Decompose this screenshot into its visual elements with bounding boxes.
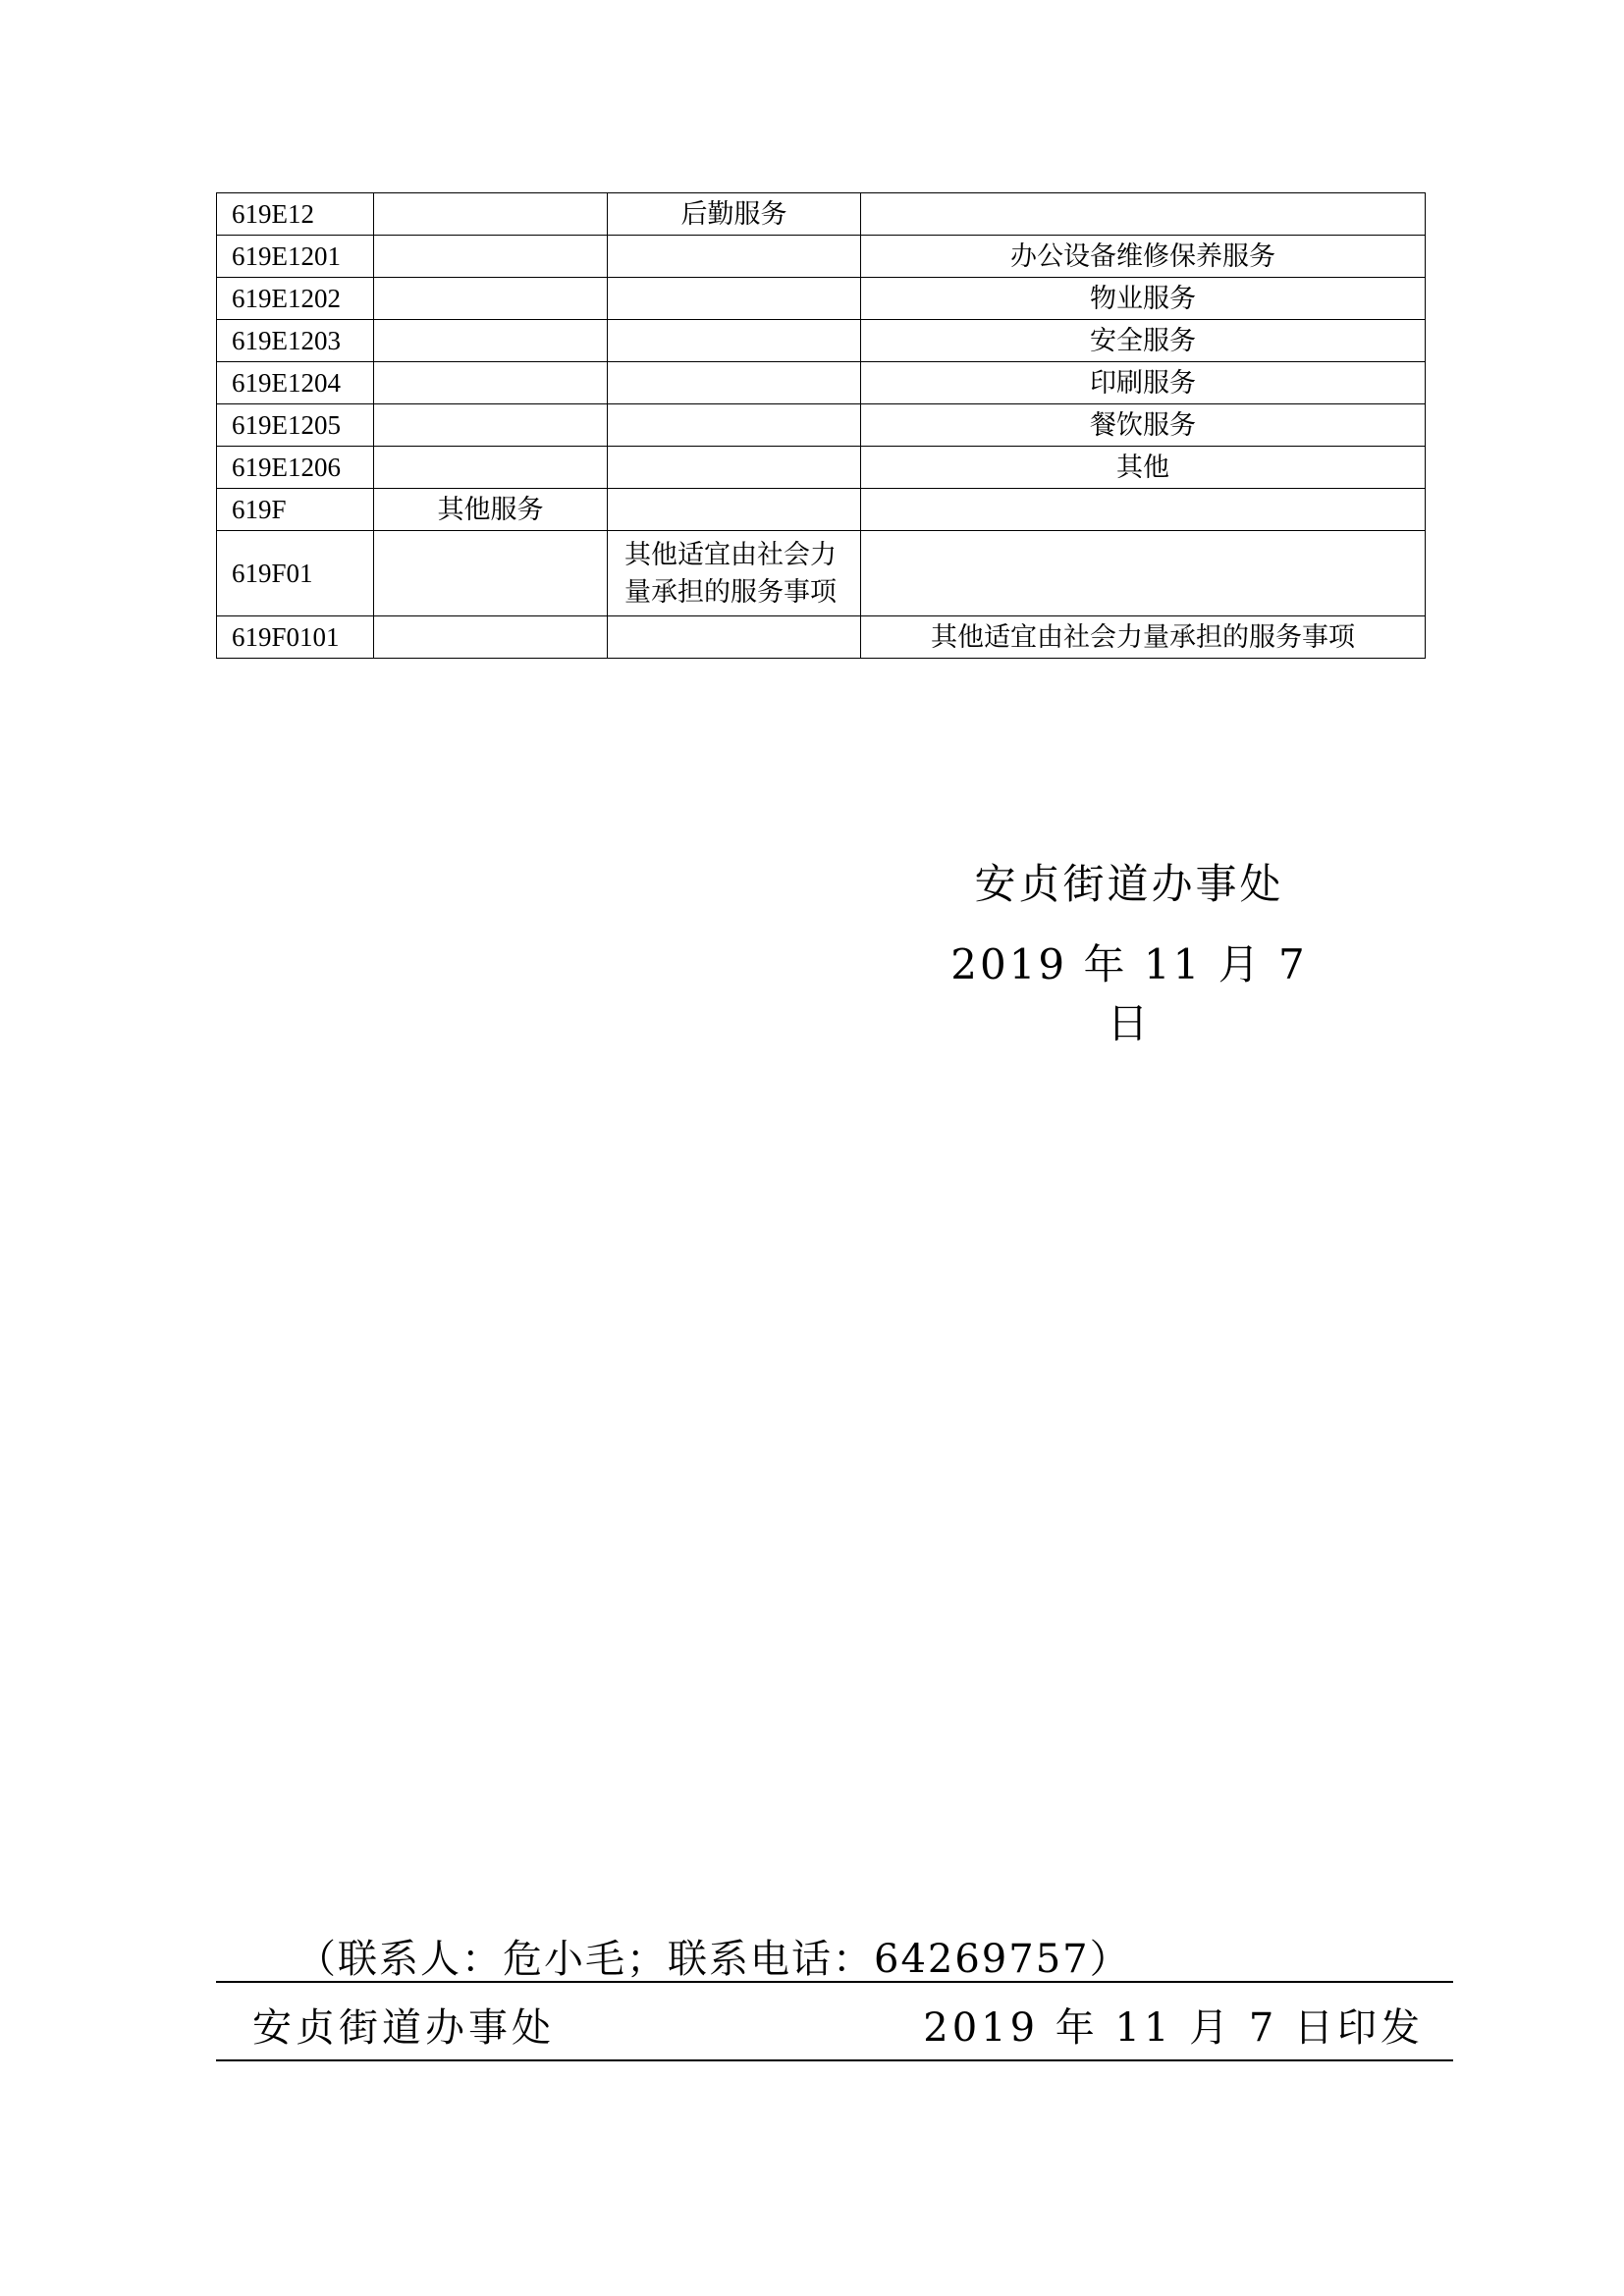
row-level1 xyxy=(374,278,608,320)
table-row xyxy=(217,193,1426,236)
signature-date: 2019 年 11 月 7 日 xyxy=(950,940,1308,1047)
row-code: 619E1201 xyxy=(217,236,374,278)
row-level1 xyxy=(374,447,608,489)
row-code: 619E1202 xyxy=(217,278,374,320)
row-level3: 安全服务 xyxy=(861,320,1426,362)
row-level1 xyxy=(374,193,608,236)
row-level3: 物业服务 xyxy=(861,278,1426,320)
row-level1 xyxy=(374,236,608,278)
table-row xyxy=(217,362,1426,404)
row-level1 xyxy=(374,531,608,616)
row-code: 619F01 xyxy=(217,531,374,616)
row-level2 xyxy=(608,616,861,659)
signature-office: 安贞街道办事处 xyxy=(974,860,1284,908)
table-row xyxy=(217,616,1426,659)
row-level3: 餐饮服务 xyxy=(861,404,1426,447)
footer-issuer: 安贞街道办事处 xyxy=(252,2005,555,2051)
row-code: 619E12 xyxy=(217,193,374,236)
row-level2 xyxy=(608,320,861,362)
row-level1 xyxy=(374,616,608,659)
row-code: 619E1204 xyxy=(217,362,374,404)
row-level1 xyxy=(374,404,608,447)
row-level2: 其他适宜由社会力量承担的服务事项 xyxy=(608,531,861,616)
row-code: 619F xyxy=(217,489,374,531)
row-level2 xyxy=(608,236,861,278)
row-code: 619E1205 xyxy=(217,404,374,447)
table-row xyxy=(217,447,1426,489)
footer-bottom-rule xyxy=(216,2059,1453,2061)
footer-issue-date: 2019 年 11 月 7 日印发 xyxy=(923,2005,1424,2051)
table-row xyxy=(217,404,1426,447)
row-level1 xyxy=(374,320,608,362)
row-level3: 印刷服务 xyxy=(861,362,1426,404)
row-code: 619F0101 xyxy=(217,616,374,659)
row-code: 619E1206 xyxy=(217,447,374,489)
table-row xyxy=(217,278,1426,320)
row-level3: 办公设备维修保养服务 xyxy=(861,236,1426,278)
footer-top-rule xyxy=(216,1981,1453,1983)
row-level2 xyxy=(608,362,861,404)
row-level2 xyxy=(608,404,861,447)
row-level1: 其他服务 xyxy=(374,489,608,531)
row-level2: 后勤服务 xyxy=(608,193,861,236)
row-level3: 其他 xyxy=(861,447,1426,489)
table-row xyxy=(217,531,1426,616)
table-row xyxy=(217,320,1426,362)
row-level3 xyxy=(861,193,1426,236)
row-level2 xyxy=(608,447,861,489)
row-level2 xyxy=(608,278,861,320)
table-row xyxy=(217,236,1426,278)
service-catalog-table xyxy=(216,192,1426,659)
table-row xyxy=(217,489,1426,531)
row-level1 xyxy=(374,362,608,404)
row-level3 xyxy=(861,531,1426,616)
row-level2 xyxy=(608,489,861,531)
contact-info: （联系人：危小毛；联系电话：64269757） xyxy=(297,1937,1131,1982)
row-level3: 其他适宜由社会力量承担的服务事项 xyxy=(861,616,1426,659)
row-level3 xyxy=(861,489,1426,531)
row-code: 619E1203 xyxy=(217,320,374,362)
